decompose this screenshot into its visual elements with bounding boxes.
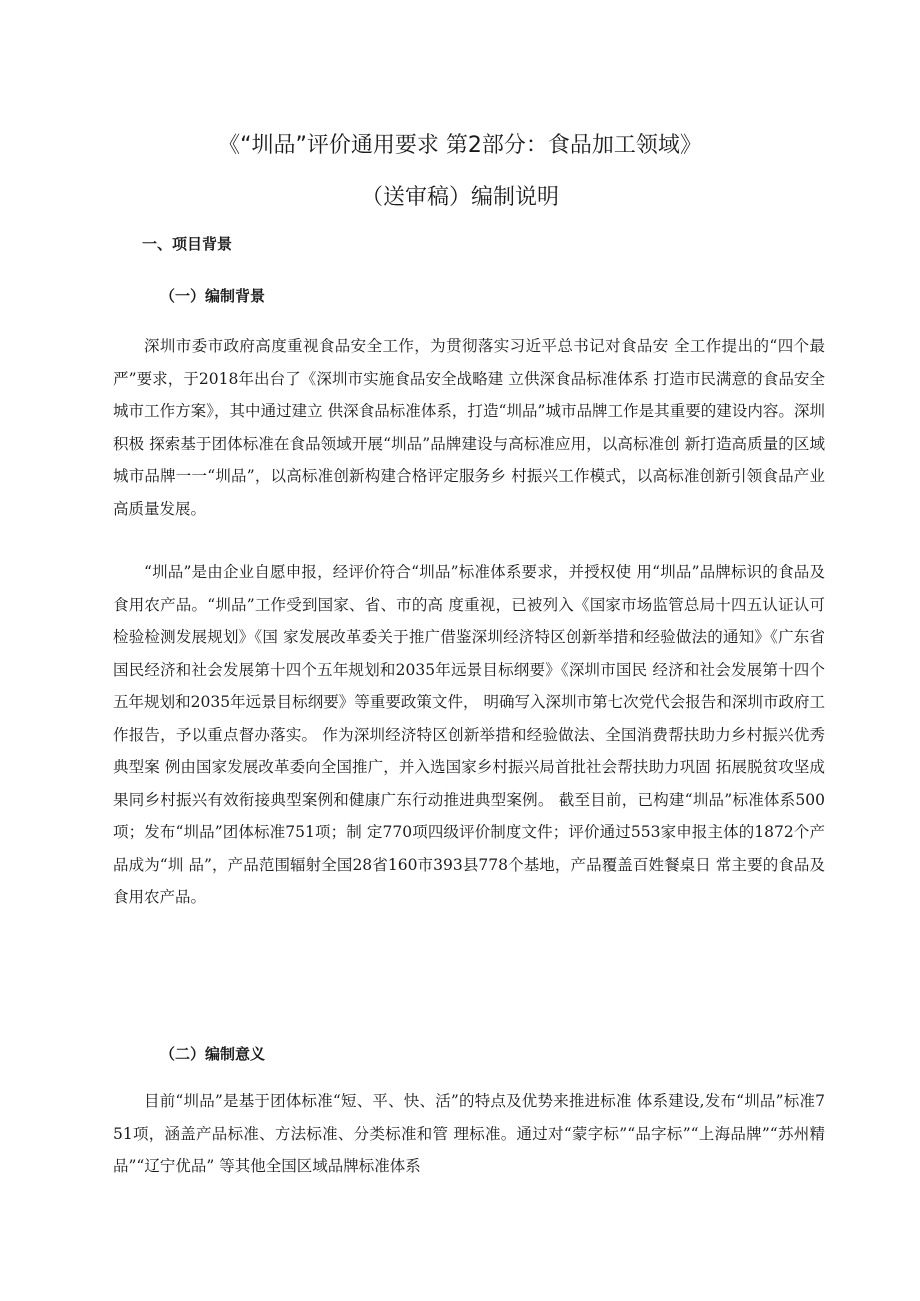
document-title-line2: （送审稿）编制说明: [360, 185, 559, 210]
section-heading-background: 一、项目背景: [142, 235, 233, 253]
subsection-heading-compilation-significance: （二）编制意义: [160, 1045, 266, 1063]
paragraph-background-2: “圳品”是由企业自愿申报，经评价符合“圳品”标准体系要求，并授权使 用“圳品”品牌标识的食品及食用农产品。“圳品”工作受到国家、省、市的高 度重视，已被列入《国家市场监管总局十四五认证认可检验检测发展规划》《国 家发展改革委关于推广借鉴深圳经济特区创新举措和经验做法的通知》《广东省 国民经济和社会发展第十四个五年规划和2035年远景目标纲要》《深圳市国民 经济和社会发展第十四个五年规划和2035年远景目标纲要》等重要政策文件， 明确写入深圳市第七次党代会报告和深圳市政府工作报告，予以重点督办落实。 作为深圳经济特区创新举措和经验做法、全国消费帮扶助力乡村振兴优秀典型案 例由国家发展改革委向全国推广，并入选国家乡村振兴局首批社会帮扶助力巩固 拓展脱贫攻坚成果同乡村振兴有效衔接典型案例和健康广东行动推进典型案例。 截至目前，已构建“圳品”标准体系500项；发布“圳品”团体标准751项；制 定770项四级评价制度文件；评价通过553家申报主体的1872个产品成为“圳 品”，产品范围辐射全国28省160市393县778个基地，产品覆盖百姓餐桌日 常主要的食品及食用农产品。: [113, 563, 825, 906]
subsection-heading-compilation-background: （一）编制背景: [160, 287, 266, 305]
paragraph-significance-1: 目前“圳品”是基于团体标准“短、平、快、活”的特点及优势来推进标准 体系建设,发布“圳品”标准751项，涵盖产品标准、方法标准、分类标准和管 理标准。通过对“蒙字标”“品字标”“上海品牌”“苏州精品”“辽宁优品” 等其他全国区域品牌标准体系: [113, 1092, 825, 1175]
document-title-line1: 《“圳品”评价通用要求 第2部分：食品加工领域》: [218, 133, 702, 158]
paragraph-background-1: 深圳市委市政府高度重视食品安全工作，为贯彻落实习近平总书记对食品安 全工作提出的“四个最严”要求，于2018年出台了《深圳市实施食品安全战略建 立供深食品标准体系 打造市民满意的食品安全城市工作方案》，其中通过建立 供深食品标准体系，打造“圳品”城市品牌工作是其重要的建设内容。深圳积极 探索基于团体标准在食品领域开展“圳品”品牌建设与高标准应用，以高标准创 新打造高质量的区域城市品牌一一“圳品”，以高标准创新构建合格评定服务乡 村振兴工作模式，以高标准创新引领食品产业高质量发展。: [113, 337, 825, 518]
